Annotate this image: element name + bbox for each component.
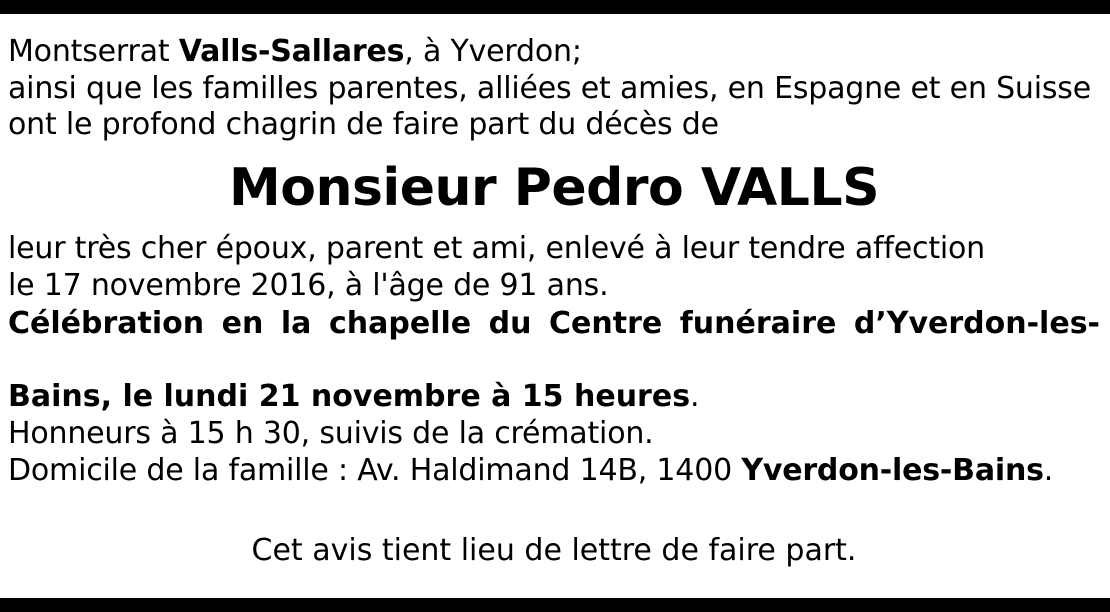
address-suffix: . (1043, 452, 1054, 488)
relation-line: leur très cher époux, parent et ami, enlevé à leur tendre affection (8, 230, 985, 266)
announcer-prefix: Montserrat (8, 34, 179, 69)
announcer-suffix: , à Yverdon; (404, 34, 582, 69)
ceremony-details (8, 306, 1100, 416)
family-address-line (8, 453, 1100, 490)
ceremony-line-1: Célébration en la chapelle du Centre funéraire d’Yverdon-les- (8, 306, 1100, 342)
ceremony-line-2: Bains, le lundi 21 novembre à 15 heures (8, 379, 691, 415)
ceremony-period: . (690, 379, 700, 415)
notice-content (0, 14, 1110, 598)
address-city: Yverdon-les-Bains (741, 452, 1044, 488)
address-prefix: Domicile de la famille : Av. Haldimand 14B, 1400 (8, 452, 742, 488)
closing-line: Cet avis tient lieu de lettre de faire part. (251, 533, 857, 569)
grief-line: ont le profond chagrin de faire part du décès de (8, 107, 719, 143)
families-line: ainsi que les familles parentes, alliées et amies, en Espagne et en Suisse (8, 70, 1091, 106)
honours-line: Honneurs à 15 h 30, suivis de la crémation. (8, 415, 654, 451)
deceased-name: Monsieur Pedro VALLS (228, 157, 880, 218)
bottom-rule-divider (0, 598, 1110, 612)
date-of-death-line: le 17 novembre 2016, à l'âge de 91 ans. (8, 267, 609, 303)
ceremony-line-2-wrap (8, 379, 700, 414)
announcer-name: Valls-Sallares (178, 34, 405, 69)
announcer-line (8, 34, 1100, 71)
top-rule-divider (0, 0, 1110, 14)
